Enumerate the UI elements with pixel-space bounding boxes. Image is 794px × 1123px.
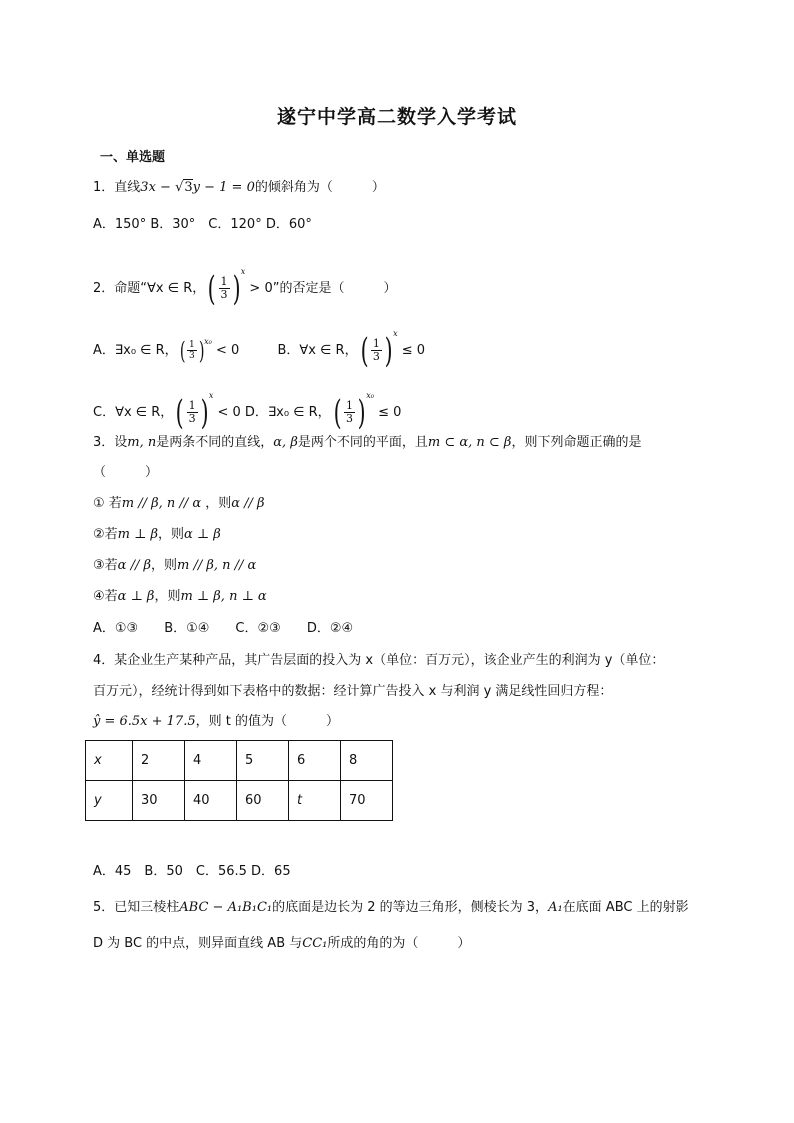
table-cell: 5 <box>237 741 289 781</box>
table-cell: y <box>86 781 133 821</box>
table-cell: 4 <box>185 741 237 781</box>
question-3-statement-3: ③若α // β，则m // β, n // α <box>93 558 257 573</box>
question-2-options-cd: C．∀x ∈ R，( $\frac{1}{3}$ )$^x$ < 0 D．∃x₀ ∈ R，( $\frac{1}{3}$ )$^{x_0}$ ≤ 0 <box>93 391 402 433</box>
question-3-statement-4: ④若α ⊥ β，则m ⊥ β, n ⊥ α <box>93 589 267 604</box>
table-cell: 8 <box>341 741 393 781</box>
table-row-x <box>86 741 393 781</box>
question-4-options: A．45 B．50 C．56.5 D．65 <box>93 864 291 879</box>
question-3-statement-1: ① 若m // β, n // α ，则α // β <box>93 496 265 511</box>
table-cell: t <box>289 781 341 821</box>
table-cell: 70 <box>341 781 393 821</box>
question-5-stem-line-1: 5．已知三棱柱ABC − A₁B₁C₁的底面是边长为 2 的等边三角形，侧棱长为 3，A₁在底面 ABC 上的射影 <box>93 900 689 915</box>
table-cell: 30 <box>133 781 185 821</box>
table-cell: 60 <box>237 781 289 821</box>
question-2-options-ab: A．∃x₀ ∈ R，( $\frac{1}{3}$ )$^{x_0}$ < 0 B．∀x ∈ R，( $\frac{1}{3}$ )$^x$ ≤ 0 <box>93 329 426 371</box>
table-cell: x <box>86 741 133 781</box>
page-title: 遂宁中学高二数学入学考试 <box>276 106 517 128</box>
regression-data-table <box>85 740 393 821</box>
question-4-stem-line-1: 4．某企业生产某种产品，其广告层面的投入为 x（单位：百万元），该企业产生的利润为 y（单位： <box>93 653 665 668</box>
section-heading: 一、单选题 <box>100 150 166 165</box>
question-5-stem-line-2: D 为 BC 的中点，则异面直线 AB 与CC₁所成的角的为（ ） <box>93 936 471 951</box>
question-1-options: A．150° B．30° C．120° D．60° <box>93 217 312 232</box>
question-3-options: A．①③ B．①④ C．②③ D．②④ <box>93 621 354 636</box>
table-row-y <box>86 781 393 821</box>
question-4-stem-line-2: 百万元），经统计得到如下表格中的数据：经计算广告投入 x 与利润 y 满足线性回归方程： <box>93 684 613 699</box>
question-2-stem: 2．命题“∀x ∈ R，( $\frac{1}{3}$ )$^x$ > 0”的否定是（ ） <box>93 267 397 309</box>
table-cell: 6 <box>289 741 341 781</box>
question-4-stem-line-3: ŷ = 6.5x + 17.5，则 t 的值为（ ） <box>93 714 339 729</box>
question-1-stem: 1．直线3x − √3y − 1 = 0的倾斜角为（ ） <box>93 180 385 195</box>
question-3-stem: 3．设m, n是两条不同的直线，α, β是两个不同的平面，且m ⊂ α, n ⊂ β，则下列命题正确的是 <box>93 435 642 450</box>
question-3-blank: （ ） <box>93 465 159 480</box>
question-3-statement-2: ②若m ⊥ β，则α ⊥ β <box>93 527 221 542</box>
table-cell: 2 <box>133 741 185 781</box>
table-cell: 40 <box>185 781 237 821</box>
